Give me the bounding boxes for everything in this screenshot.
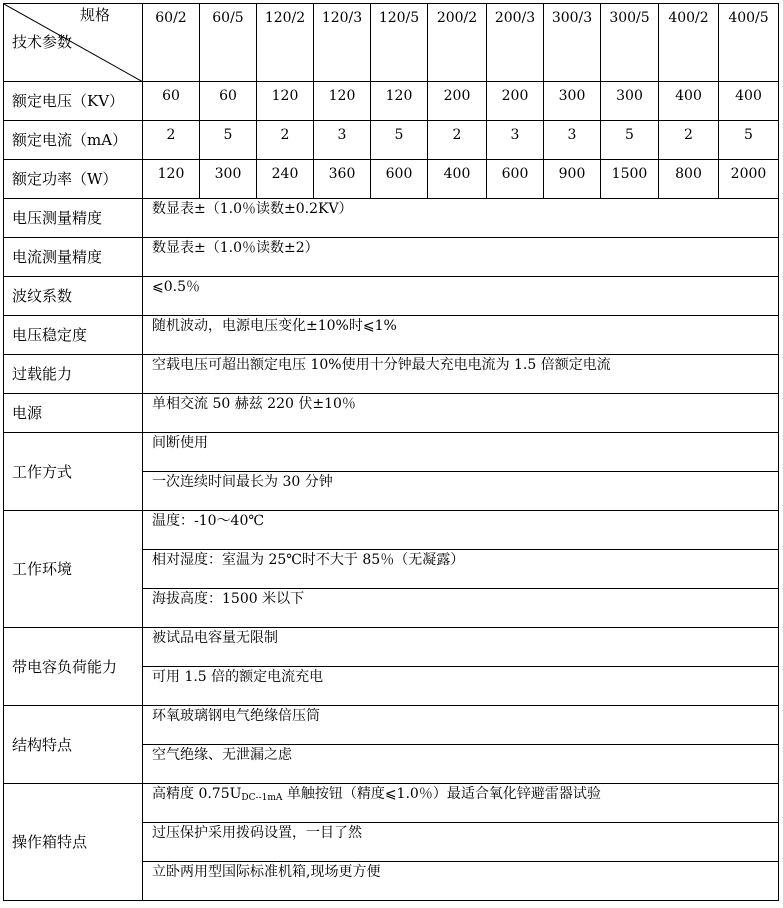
row-label: 额定功率（W）: [4, 160, 143, 199]
params-header-label: 技术参数: [12, 33, 73, 51]
header-row: [4, 4, 779, 82]
value-cell: 900: [544, 160, 601, 199]
row-value: 数显表±（1.0％读数±0.2KV）: [143, 199, 779, 238]
row-value: 空载电压可超出额定电压 10%使用十分钟最大充电电流为 1.5 倍额定电流: [143, 355, 779, 394]
row-label: 额定电流（mA）: [4, 121, 143, 160]
diagonal-header-cell: [4, 4, 143, 82]
value-cell: 600: [487, 160, 544, 199]
value-cell: 5: [200, 121, 257, 160]
value-cell: 5: [601, 121, 659, 160]
voltage-stability-row: [4, 316, 779, 355]
row-value: 可用 1.5 倍的额定电流充电: [143, 667, 779, 706]
model-header: 300/3: [544, 4, 601, 82]
environment-row: [4, 511, 779, 550]
row-value: 数显表±（1.0％读数±2）: [143, 238, 779, 277]
row-label: 电压测量精度: [4, 199, 143, 238]
row-value: 一次连续时间最长为 30 分钟: [143, 472, 779, 511]
value-cell: 200: [487, 82, 544, 121]
value-cell: 800: [659, 160, 719, 199]
model-header: 400/5: [719, 4, 779, 82]
value-cell: 400: [659, 82, 719, 121]
value-cell: 400: [719, 82, 779, 121]
spec-table: [3, 3, 779, 901]
model-header: 60/5: [200, 4, 257, 82]
rated-power-row: [4, 160, 779, 199]
value-cell: 120: [371, 82, 428, 121]
row-value: 间断使用: [143, 433, 779, 472]
value-cell: 2000: [719, 160, 779, 199]
value-suffix: 单触按钮（精度⩽1.0％）最适合氧化锌避雷器试验: [282, 786, 601, 802]
model-header: 60/2: [143, 4, 200, 82]
row-value: 随机波动，电源电压变化±10%时⩽1%: [143, 316, 779, 355]
operation-box-row: [4, 784, 779, 823]
value-cell: 600: [371, 160, 428, 199]
value-cell: 60: [200, 82, 257, 121]
value-subscript: DC--1mA: [241, 793, 283, 803]
row-value: 立卧两用型国际标准机箱,现场更方便: [143, 862, 779, 901]
value-cell: 360: [314, 160, 371, 199]
value-cell: 2: [143, 121, 200, 160]
model-header: 200/3: [487, 4, 544, 82]
row-value: 空气绝缘、无泄漏之虑: [143, 745, 779, 784]
model-header: 120/5: [371, 4, 428, 82]
model-header: 120/2: [257, 4, 314, 82]
value-cell: 240: [257, 160, 314, 199]
row-label: 结构特点: [4, 706, 143, 784]
row-label: 波纹系数: [4, 277, 143, 316]
model-header: 120/3: [314, 4, 371, 82]
ripple-row: [4, 277, 779, 316]
row-label: 操作箱特点: [4, 784, 143, 901]
voltage-accuracy-row: [4, 199, 779, 238]
row-label: 电压稳定度: [4, 316, 143, 355]
rated-voltage-row: [4, 82, 779, 121]
row-value: ⩽0.5％: [143, 277, 779, 316]
row-value: 环氧玻璃钢电气绝缘倍压筒: [143, 706, 779, 745]
value-cell: 3: [487, 121, 544, 160]
value-cell: 2: [659, 121, 719, 160]
row-label: 带电容负荷能力: [4, 628, 143, 706]
value-cell: 5: [371, 121, 428, 160]
value-cell: 300: [544, 82, 601, 121]
value-cell: 120: [143, 160, 200, 199]
capacitive-load-row: [4, 628, 779, 667]
row-value: [143, 784, 779, 823]
row-label: 额定电压（KV）: [4, 82, 143, 121]
value-cell: 120: [257, 82, 314, 121]
value-cell: 300: [200, 160, 257, 199]
row-label: 电源: [4, 394, 143, 433]
row-label: 电流测量精度: [4, 238, 143, 277]
rated-current-row: [4, 121, 779, 160]
value-cell: 200: [428, 82, 487, 121]
value-cell: 5: [719, 121, 779, 160]
value-prefix: 高精度 0.75U: [152, 786, 242, 802]
row-value: 被试品电容量无限制: [143, 628, 779, 667]
power-supply-row: [4, 394, 779, 433]
model-header: 200/2: [428, 4, 487, 82]
row-value: 相对湿度：室温为 25℃时不大于 85％（无凝露）: [143, 550, 779, 589]
row-label: 工作方式: [4, 433, 143, 511]
row-label: 工作环境: [4, 511, 143, 628]
value-cell: 60: [143, 82, 200, 121]
row-value: 温度：-10～40℃: [143, 511, 779, 550]
value-cell: 3: [314, 121, 371, 160]
value-cell: 2: [257, 121, 314, 160]
value-cell: 2: [428, 121, 487, 160]
model-header: 300/5: [601, 4, 659, 82]
row-value: 过压保护采用拨码设置，一目了然: [143, 823, 779, 862]
value-cell: 400: [428, 160, 487, 199]
spec-header-label: 规格: [80, 6, 111, 24]
structure-row: [4, 706, 779, 745]
value-cell: 300: [601, 82, 659, 121]
row-label: 过载能力: [4, 355, 143, 394]
value-cell: 120: [314, 82, 371, 121]
work-mode-row: [4, 433, 779, 472]
value-cell: 3: [544, 121, 601, 160]
row-value: 海拔高度：1500 米以下: [143, 589, 779, 628]
current-accuracy-row: [4, 238, 779, 277]
value-cell: 1500: [601, 160, 659, 199]
row-value: 单相交流 50 赫兹 220 伏±10％: [143, 394, 779, 433]
overload-row: [4, 355, 779, 394]
model-header: 400/2: [659, 4, 719, 82]
